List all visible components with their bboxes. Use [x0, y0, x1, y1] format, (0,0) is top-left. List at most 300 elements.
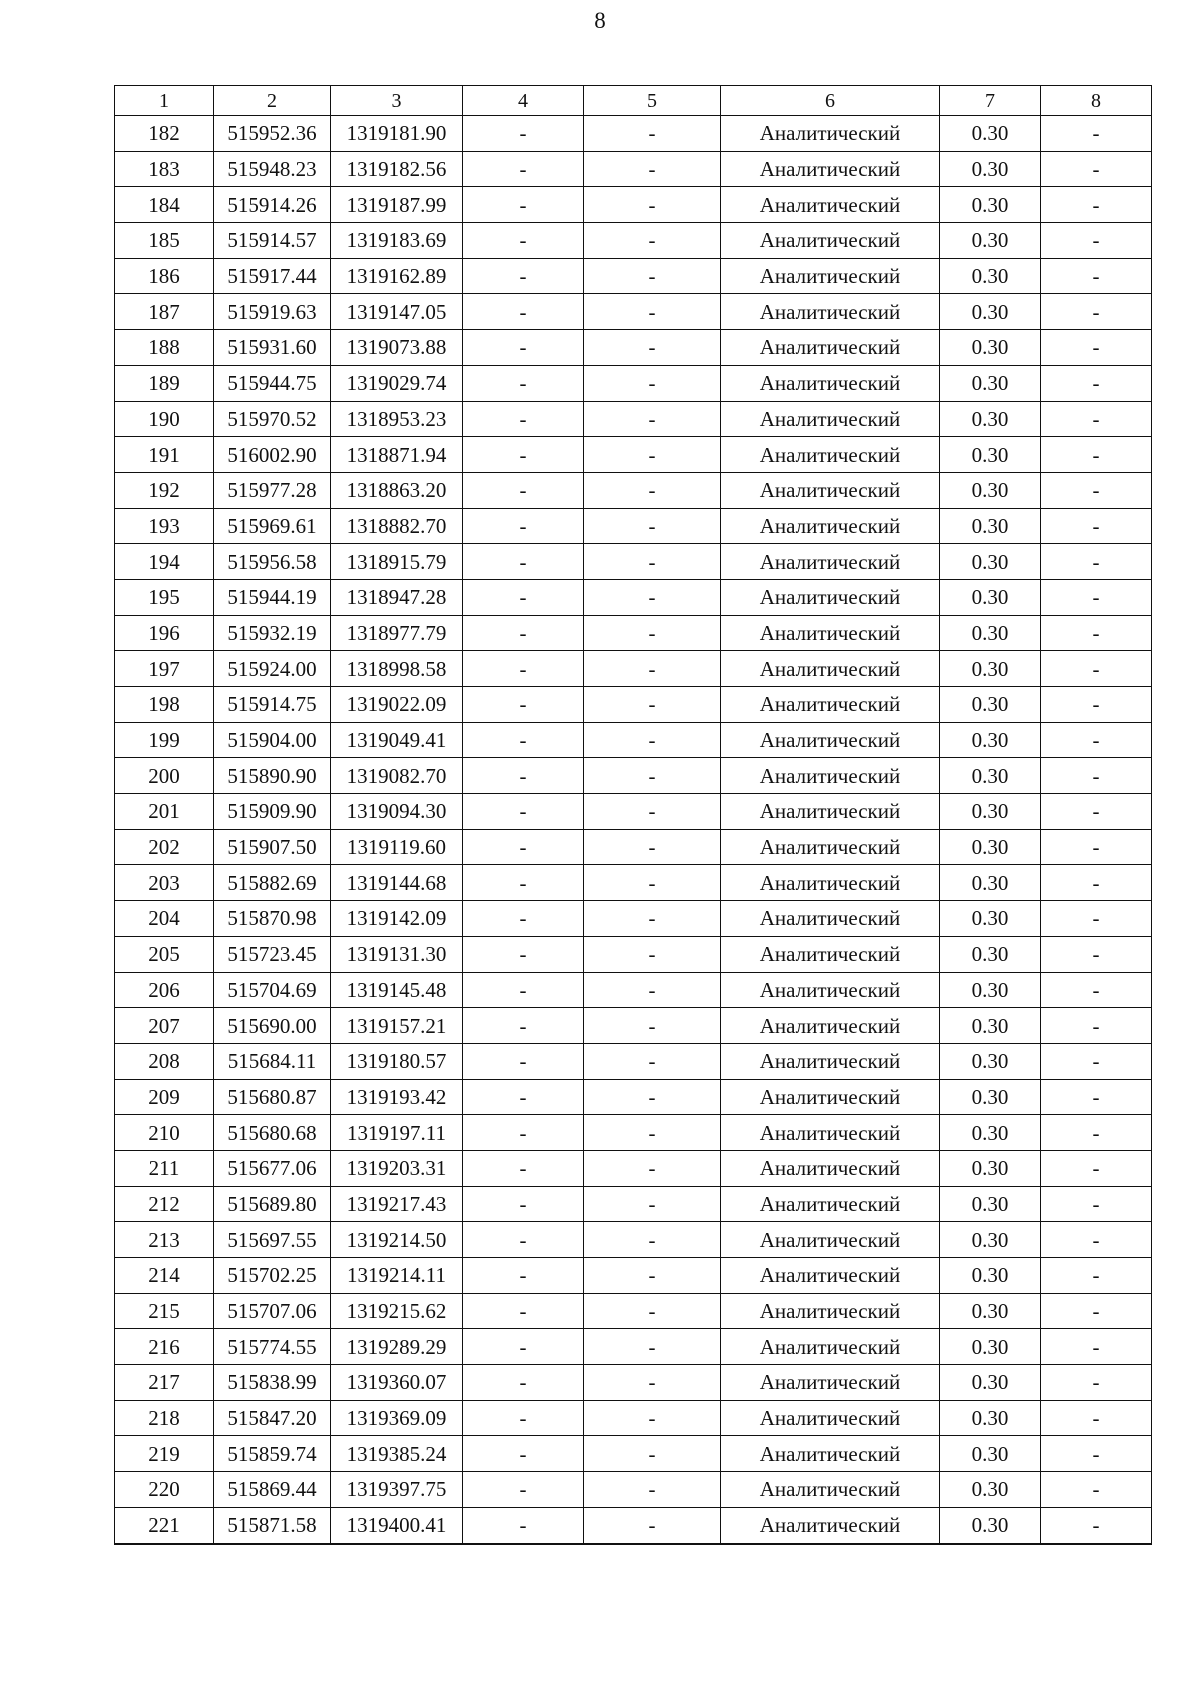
cell-col8: -	[1041, 116, 1152, 152]
cell-col8: -	[1041, 472, 1152, 508]
cell-x: 515684.11	[214, 1043, 331, 1079]
cell-y: 1319157.21	[331, 1008, 463, 1044]
cell-col5: -	[584, 829, 721, 865]
cell-error: 0.30	[940, 1008, 1041, 1044]
cell-col5: -	[584, 1043, 721, 1079]
cell-col4: -	[463, 1150, 584, 1186]
cell-col8: -	[1041, 687, 1152, 723]
cell-y: 1319397.75	[331, 1472, 463, 1508]
cell-col5: -	[584, 936, 721, 972]
cell-col8: -	[1041, 972, 1152, 1008]
table-row	[115, 758, 1152, 794]
cell-col5: -	[584, 223, 721, 259]
cell-col8: -	[1041, 1436, 1152, 1472]
cell-col4: -	[463, 794, 584, 830]
header-cell: 6	[721, 86, 940, 116]
cell-x: 515924.00	[214, 651, 331, 687]
cell-method: Аналитический	[721, 1436, 940, 1472]
cell-x: 515932.19	[214, 615, 331, 651]
cell-y: 1319182.56	[331, 151, 463, 187]
table-body	[115, 116, 1152, 1544]
cell-point-number: 196	[115, 615, 214, 651]
cell-col4: -	[463, 294, 584, 330]
cell-col5: -	[584, 1365, 721, 1401]
cell-error: 0.30	[940, 687, 1041, 723]
cell-x: 515917.44	[214, 258, 331, 294]
cell-y: 1319147.05	[331, 294, 463, 330]
cell-col8: -	[1041, 544, 1152, 580]
cell-x: 515890.90	[214, 758, 331, 794]
cell-x: 515919.63	[214, 294, 331, 330]
cell-point-number: 207	[115, 1008, 214, 1044]
cell-col4: -	[463, 437, 584, 473]
cell-col5: -	[584, 901, 721, 937]
cell-col8: -	[1041, 1472, 1152, 1508]
cell-col8: -	[1041, 1150, 1152, 1186]
cell-point-number: 209	[115, 1079, 214, 1115]
cell-method: Аналитический	[721, 1008, 940, 1044]
cell-y: 1319073.88	[331, 330, 463, 366]
cell-col4: -	[463, 472, 584, 508]
cell-point-number: 208	[115, 1043, 214, 1079]
table-row	[115, 901, 1152, 937]
cell-point-number: 219	[115, 1436, 214, 1472]
cell-y: 1319197.11	[331, 1115, 463, 1151]
cell-error: 0.30	[940, 187, 1041, 223]
cell-point-number: 206	[115, 972, 214, 1008]
cell-error: 0.30	[940, 865, 1041, 901]
cell-method: Аналитический	[721, 151, 940, 187]
cell-method: Аналитический	[721, 223, 940, 259]
cell-col4: -	[463, 1472, 584, 1508]
table-row	[115, 615, 1152, 651]
table-row	[115, 437, 1152, 473]
cell-x: 515838.99	[214, 1365, 331, 1401]
cell-col4: -	[463, 1043, 584, 1079]
cell-col5: -	[584, 1150, 721, 1186]
cell-point-number: 193	[115, 508, 214, 544]
cell-col5: -	[584, 365, 721, 401]
cell-error: 0.30	[940, 1472, 1041, 1508]
cell-error: 0.30	[940, 116, 1041, 152]
cell-col4: -	[463, 758, 584, 794]
cell-x: 515870.98	[214, 901, 331, 937]
cell-point-number: 185	[115, 223, 214, 259]
cell-x: 515914.75	[214, 687, 331, 723]
cell-col4: -	[463, 187, 584, 223]
cell-x: 515956.58	[214, 544, 331, 580]
cell-col4: -	[463, 116, 584, 152]
cell-col5: -	[584, 579, 721, 615]
cell-error: 0.30	[940, 794, 1041, 830]
cell-x: 515847.20	[214, 1400, 331, 1436]
cell-y: 1319183.69	[331, 223, 463, 259]
cell-col4: -	[463, 544, 584, 580]
cell-point-number: 194	[115, 544, 214, 580]
cell-point-number: 200	[115, 758, 214, 794]
cell-x: 515977.28	[214, 472, 331, 508]
cell-col8: -	[1041, 1258, 1152, 1294]
cell-y: 1319214.50	[331, 1222, 463, 1258]
cell-col4: -	[463, 865, 584, 901]
cell-x: 515914.26	[214, 187, 331, 223]
cell-col5: -	[584, 508, 721, 544]
cell-method: Аналитический	[721, 116, 940, 152]
cell-col4: -	[463, 687, 584, 723]
cell-col5: -	[584, 1222, 721, 1258]
cell-col8: -	[1041, 294, 1152, 330]
cell-col8: -	[1041, 151, 1152, 187]
table-row	[115, 1472, 1152, 1508]
cell-error: 0.30	[940, 1329, 1041, 1365]
cell-col4: -	[463, 1008, 584, 1044]
cell-point-number: 221	[115, 1507, 214, 1543]
cell-x: 515707.06	[214, 1293, 331, 1329]
cell-method: Аналитический	[721, 1222, 940, 1258]
cell-col4: -	[463, 1258, 584, 1294]
cell-x: 515882.69	[214, 865, 331, 901]
cell-x: 515690.00	[214, 1008, 331, 1044]
cell-x: 515871.58	[214, 1507, 331, 1543]
cell-col4: -	[463, 1115, 584, 1151]
table-row	[115, 1400, 1152, 1436]
table-row	[115, 972, 1152, 1008]
table-row	[115, 829, 1152, 865]
table-row	[115, 1079, 1152, 1115]
cell-error: 0.30	[940, 508, 1041, 544]
cell-col8: -	[1041, 1222, 1152, 1258]
cell-col5: -	[584, 794, 721, 830]
cell-col5: -	[584, 865, 721, 901]
cell-x: 515948.23	[214, 151, 331, 187]
table-row	[115, 223, 1152, 259]
cell-col5: -	[584, 1400, 721, 1436]
cell-error: 0.30	[940, 330, 1041, 366]
cell-col8: -	[1041, 401, 1152, 437]
cell-method: Аналитический	[721, 722, 940, 758]
table-row	[115, 151, 1152, 187]
cell-error: 0.30	[940, 1222, 1041, 1258]
table-row	[115, 1043, 1152, 1079]
table-row	[115, 1115, 1152, 1151]
cell-error: 0.30	[940, 151, 1041, 187]
cell-method: Аналитический	[721, 1186, 940, 1222]
cell-point-number: 205	[115, 936, 214, 972]
cell-error: 0.30	[940, 294, 1041, 330]
table-row	[115, 1365, 1152, 1401]
cell-col5: -	[584, 1507, 721, 1543]
cell-col4: -	[463, 1507, 584, 1543]
cell-method: Аналитический	[721, 187, 940, 223]
table-row	[115, 794, 1152, 830]
cell-col8: -	[1041, 1400, 1152, 1436]
cell-col4: -	[463, 579, 584, 615]
table-row	[115, 365, 1152, 401]
header-cell: 4	[463, 86, 584, 116]
cell-col4: -	[463, 722, 584, 758]
cell-point-number: 216	[115, 1329, 214, 1365]
cell-x: 515944.75	[214, 365, 331, 401]
cell-y: 1319144.68	[331, 865, 463, 901]
cell-error: 0.30	[940, 1043, 1041, 1079]
cell-error: 0.30	[940, 1258, 1041, 1294]
cell-point-number: 201	[115, 794, 214, 830]
cell-col8: -	[1041, 1186, 1152, 1222]
cell-col8: -	[1041, 187, 1152, 223]
cell-method: Аналитический	[721, 437, 940, 473]
cell-col4: -	[463, 1079, 584, 1115]
cell-col8: -	[1041, 1043, 1152, 1079]
cell-y: 1318915.79	[331, 544, 463, 580]
cell-error: 0.30	[940, 401, 1041, 437]
cell-x: 515952.36	[214, 116, 331, 152]
cell-y: 1319203.31	[331, 1150, 463, 1186]
cell-col8: -	[1041, 1115, 1152, 1151]
cell-method: Аналитический	[721, 936, 940, 972]
cell-error: 0.30	[940, 1293, 1041, 1329]
cell-error: 0.30	[940, 651, 1041, 687]
cell-col8: -	[1041, 223, 1152, 259]
table-row	[115, 1507, 1152, 1543]
cell-point-number: 189	[115, 365, 214, 401]
cell-col4: -	[463, 151, 584, 187]
cell-point-number: 202	[115, 829, 214, 865]
table-row	[115, 1258, 1152, 1294]
header-cell: 8	[1041, 86, 1152, 116]
cell-col5: -	[584, 1115, 721, 1151]
table-row	[115, 865, 1152, 901]
cell-col8: -	[1041, 365, 1152, 401]
cell-x: 516002.90	[214, 437, 331, 473]
header-cell: 1	[115, 86, 214, 116]
cell-error: 0.30	[940, 1115, 1041, 1151]
table-row	[115, 187, 1152, 223]
cell-point-number: 220	[115, 1472, 214, 1508]
cell-method: Аналитический	[721, 758, 940, 794]
cell-point-number: 182	[115, 116, 214, 152]
table-row	[115, 1008, 1152, 1044]
cell-col8: -	[1041, 437, 1152, 473]
cell-col5: -	[584, 258, 721, 294]
table-row	[115, 651, 1152, 687]
table-row	[115, 116, 1152, 152]
cell-x: 515970.52	[214, 401, 331, 437]
cell-point-number: 203	[115, 865, 214, 901]
cell-col5: -	[584, 758, 721, 794]
cell-col8: -	[1041, 1329, 1152, 1365]
cell-col5: -	[584, 687, 721, 723]
cell-method: Аналитический	[721, 508, 940, 544]
cell-col5: -	[584, 1258, 721, 1294]
cell-method: Аналитический	[721, 1079, 940, 1115]
cell-col8: -	[1041, 579, 1152, 615]
cell-col4: -	[463, 901, 584, 937]
cell-col8: -	[1041, 758, 1152, 794]
cell-col8: -	[1041, 1507, 1152, 1543]
cell-error: 0.30	[940, 829, 1041, 865]
cell-col5: -	[584, 1293, 721, 1329]
table-row	[115, 722, 1152, 758]
cell-error: 0.30	[940, 258, 1041, 294]
cell-x: 515677.06	[214, 1150, 331, 1186]
cell-method: Аналитический	[721, 1258, 940, 1294]
cell-col5: -	[584, 294, 721, 330]
cell-point-number: 183	[115, 151, 214, 187]
cell-col5: -	[584, 116, 721, 152]
cell-col4: -	[463, 1400, 584, 1436]
cell-y: 1319181.90	[331, 116, 463, 152]
cell-point-number: 214	[115, 1258, 214, 1294]
cell-col5: -	[584, 1472, 721, 1508]
cell-col5: -	[584, 437, 721, 473]
cell-error: 0.30	[940, 223, 1041, 259]
cell-x: 515702.25	[214, 1258, 331, 1294]
cell-col8: -	[1041, 651, 1152, 687]
cell-method: Аналитический	[721, 1472, 940, 1508]
table-row	[115, 294, 1152, 330]
cell-y: 1319119.60	[331, 829, 463, 865]
cell-point-number: 192	[115, 472, 214, 508]
cell-y: 1319145.48	[331, 972, 463, 1008]
cell-y: 1318947.28	[331, 579, 463, 615]
cell-error: 0.30	[940, 936, 1041, 972]
cell-col8: -	[1041, 829, 1152, 865]
table-row	[115, 936, 1152, 972]
cell-point-number: 191	[115, 437, 214, 473]
cell-method: Аналитический	[721, 544, 940, 580]
cell-point-number: 199	[115, 722, 214, 758]
header-cell: 5	[584, 86, 721, 116]
cell-error: 0.30	[940, 579, 1041, 615]
cell-col4: -	[463, 651, 584, 687]
cell-col5: -	[584, 651, 721, 687]
coordinates-table	[114, 85, 1152, 1545]
table-row	[115, 330, 1152, 366]
cell-col5: -	[584, 330, 721, 366]
cell-y: 1319193.42	[331, 1079, 463, 1115]
cell-point-number: 184	[115, 187, 214, 223]
table-row	[115, 1436, 1152, 1472]
cell-method: Аналитический	[721, 865, 940, 901]
cell-point-number: 197	[115, 651, 214, 687]
cell-method: Аналитический	[721, 258, 940, 294]
cell-x: 515909.90	[214, 794, 331, 830]
cell-y: 1319094.30	[331, 794, 463, 830]
cell-y: 1318871.94	[331, 437, 463, 473]
cell-x: 515931.60	[214, 330, 331, 366]
cell-col5: -	[584, 1436, 721, 1472]
cell-col4: -	[463, 1186, 584, 1222]
cell-point-number: 217	[115, 1365, 214, 1401]
cell-point-number: 212	[115, 1186, 214, 1222]
cell-x: 515774.55	[214, 1329, 331, 1365]
cell-x: 515907.50	[214, 829, 331, 865]
cell-col4: -	[463, 1329, 584, 1365]
cell-col8: -	[1041, 615, 1152, 651]
cell-y: 1319400.41	[331, 1507, 463, 1543]
cell-error: 0.30	[940, 722, 1041, 758]
cell-error: 0.30	[940, 1400, 1041, 1436]
cell-method: Аналитический	[721, 615, 940, 651]
table-row	[115, 544, 1152, 580]
cell-y: 1319360.07	[331, 1365, 463, 1401]
cell-method: Аналитический	[721, 651, 940, 687]
cell-point-number: 198	[115, 687, 214, 723]
cell-x: 515859.74	[214, 1436, 331, 1472]
cell-col5: -	[584, 972, 721, 1008]
cell-x: 515680.68	[214, 1115, 331, 1151]
cell-col4: -	[463, 936, 584, 972]
cell-method: Аналитический	[721, 365, 940, 401]
cell-col5: -	[584, 722, 721, 758]
cell-col4: -	[463, 401, 584, 437]
cell-col8: -	[1041, 936, 1152, 972]
table-row	[115, 258, 1152, 294]
cell-x: 515969.61	[214, 508, 331, 544]
cell-method: Аналитический	[721, 687, 940, 723]
cell-x: 515723.45	[214, 936, 331, 972]
cell-col8: -	[1041, 722, 1152, 758]
cell-x: 515869.44	[214, 1472, 331, 1508]
cell-col5: -	[584, 544, 721, 580]
cell-method: Аналитический	[721, 294, 940, 330]
cell-col5: -	[584, 1186, 721, 1222]
cell-col4: -	[463, 1293, 584, 1329]
cell-y: 1319369.09	[331, 1400, 463, 1436]
table-row	[115, 687, 1152, 723]
table-row	[115, 401, 1152, 437]
cell-x: 515689.80	[214, 1186, 331, 1222]
cell-y: 1319217.43	[331, 1186, 463, 1222]
cell-col5: -	[584, 472, 721, 508]
cell-method: Аналитический	[721, 1365, 940, 1401]
cell-error: 0.30	[940, 615, 1041, 651]
cell-col5: -	[584, 615, 721, 651]
cell-y: 1318882.70	[331, 508, 463, 544]
cell-point-number: 213	[115, 1222, 214, 1258]
cell-col8: -	[1041, 1293, 1152, 1329]
cell-method: Аналитический	[721, 1329, 940, 1365]
header-cell: 3	[331, 86, 463, 116]
cell-y: 1319082.70	[331, 758, 463, 794]
cell-method: Аналитический	[721, 1507, 940, 1543]
cell-error: 0.30	[940, 1507, 1041, 1543]
cell-col8: -	[1041, 1008, 1152, 1044]
cell-col5: -	[584, 1329, 721, 1365]
cell-y: 1318998.58	[331, 651, 463, 687]
cell-col4: -	[463, 330, 584, 366]
cell-method: Аналитический	[721, 1043, 940, 1079]
table-row	[115, 1186, 1152, 1222]
cell-col8: -	[1041, 258, 1152, 294]
cell-error: 0.30	[940, 365, 1041, 401]
cell-error: 0.30	[940, 1186, 1041, 1222]
cell-y: 1319180.57	[331, 1043, 463, 1079]
cell-error: 0.30	[940, 972, 1041, 1008]
cell-y: 1319131.30	[331, 936, 463, 972]
cell-point-number: 210	[115, 1115, 214, 1151]
cell-y: 1319289.29	[331, 1329, 463, 1365]
cell-point-number: 188	[115, 330, 214, 366]
cell-error: 0.30	[940, 1365, 1041, 1401]
cell-col8: -	[1041, 508, 1152, 544]
cell-error: 0.30	[940, 544, 1041, 580]
cell-y: 1319385.24	[331, 1436, 463, 1472]
cell-point-number: 215	[115, 1293, 214, 1329]
cell-y: 1319187.99	[331, 187, 463, 223]
cell-col4: -	[463, 829, 584, 865]
cell-col8: -	[1041, 330, 1152, 366]
